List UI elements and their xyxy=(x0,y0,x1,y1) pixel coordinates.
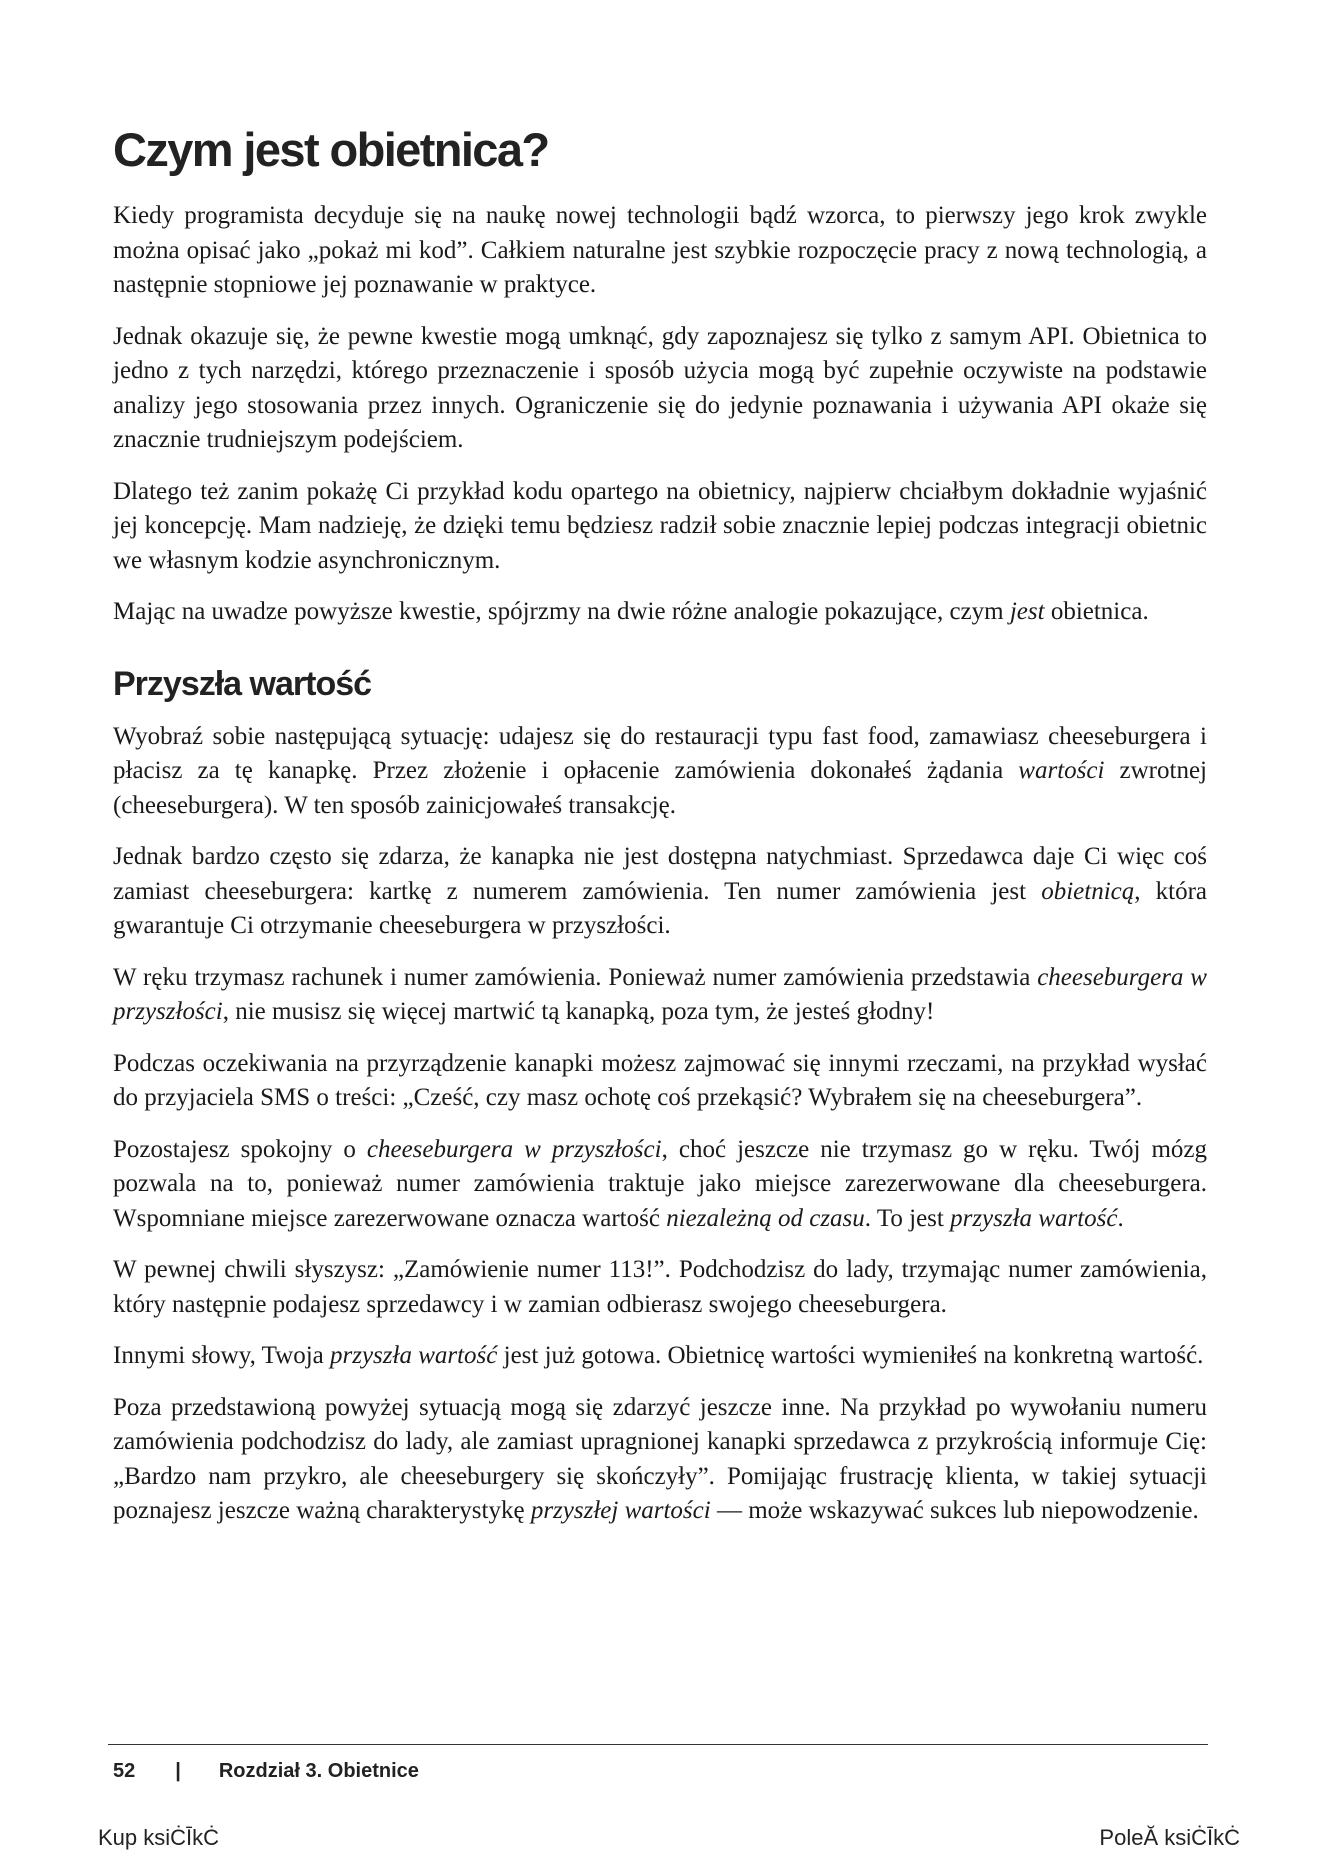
section-paragraph-5: Pozostajesz spokojny o cheeseburgera w przyszłości, choć jeszcze nie trzymasz go w ręku. Twój mózg pozwala na to, ponieważ numer zamówienia traktuje jako miejsce zarezerwowane dla cheeseburgera. Wspomniane miejsce zarezerwowane oznacza wartość niezależną od czasu. To jest przyszła wartość. xyxy=(113,1135,1207,1232)
section-paragraph-3: W ręku trzymasz rachunek i numer zamówienia. Ponieważ numer zamówienia przedstawia cheeseburgera w przyszłości, nie musisz się więcej martwić tą kanapką, poza tym, że jesteś głodny! xyxy=(113,963,1207,1025)
chapter-section-heading: Czym jest obietnica? xyxy=(113,123,549,176)
emphasis: cheeseburgera w przyszłości xyxy=(113,963,1207,1025)
chapter-title: Rozdział 3. Obietnice xyxy=(218,1759,419,1782)
section-paragraph-6: W pewnej chwili słyszysz: „Zamówienie numer 113!”. Podchodzisz do lady, trzymając numer zamówienia, który następnie podajesz sprzedawcy i w zamian odbierasz swojego cheeseburgera. xyxy=(113,1256,1207,1318)
section-paragraph-2: Jednak bardzo często się zdarza, że kanapka nie jest dostępna natychmiast. Sprzedawca daje Ci więc coś zamiast cheeseburgera: kartkę z numerem zamówienia. Ten numer zamówienia jest obietnicą, która gwarantuje Ci otrzymanie cheeseburgera w przyszłości. xyxy=(113,843,1207,939)
footer-separator: | xyxy=(175,1759,181,1782)
page-number: 52 xyxy=(113,1759,136,1782)
intro-paragraph-2: Jednak okazuje się, że pewne kwestie mogą umknąć, gdy zapoznajesz się tylko z samym API. Obietnica to jedno z tych narzędzi, którego przeznaczenie i sposób użycia mogą być zupełnie oczywiste na podstawie analizy jego stosowania przez innych. Ograniczenie się do jedynie poznawania i używania API okaże się znacznie trudniejszym podejściem. xyxy=(113,322,1207,453)
intro-paragraph-3: Dlatego też zanim pokażę Ci przykład kodu opartego na obietnicy, najpierw chciałbym dokładnie wyjaśnić jej koncepcję. Mam nadzieję, że dzięki temu będziesz radził sobie znacznie lepiej podczas integracji obietnic we własnym kodzie asynchronicznym. xyxy=(113,477,1207,574)
buy-book-link[interactable]: Kup ksiĊĪkĊ xyxy=(98,1825,220,1850)
emphasis: przyszła wartość xyxy=(950,1204,1118,1232)
intro-paragraph-4: Mając na uwadze powyższe kwestie, spójrzmy na dwie różne analogie pokazujące, czym jest obietnica. xyxy=(113,598,1149,625)
emphasis: wartości xyxy=(1018,757,1105,784)
emphasis: cheeseburgera w przyszłości xyxy=(366,1135,662,1163)
emphasis: obietnicą xyxy=(1041,877,1135,905)
section-paragraph-8: Poza przedstawioną powyżej sytuacją mogą się zdarzyć jeszcze inne. Na przykład po wywołaniu numeru zamówienia podchodzisz do lady, ale zamiast upragnionej kanapki sprzedawca z przykrością informuje Cię: „Bardzo nam przykro, ale cheeseburgery się skończyły”. Pomijając frustrację klienta, w takiej sytuacji poznajesz jeszcze ważną charakterystykę przyszłej wartości — może wskazywać sukces lub niepowodzenie. xyxy=(113,1393,1207,1524)
recommend-book-link[interactable]: PoleĂ ksiĊĪkĊ xyxy=(1099,1825,1240,1850)
footer-divider xyxy=(108,1744,1208,1745)
emphasis: niezależną od czasu xyxy=(666,1204,865,1232)
section-paragraph-4: Podczas oczekiwania na przyrządzenie kanapki możesz zajmować się innymi rzeczami, na przykład wysłać do przyjaciela SMS o treści: „Cześć, czy masz ochotę coś przekąsić? Wybrałem się na cheeseburgera”. xyxy=(113,1049,1207,1111)
intro-paragraph-1: Kiedy programista decyduje się na naukę nowej technologii bądź wzorca, to pierwszy jego krok zwykle można opisać jako „pokaż mi kod”. Całkiem naturalne jest szybkie rozpoczęcie pracy z nową technologią, a następnie stopniowe jej poznawanie w praktyce. xyxy=(113,202,1207,298)
page-content xyxy=(113,117,1207,1529)
emphasis: przyszłej wartości xyxy=(530,1497,711,1524)
page-footer xyxy=(113,1756,419,1786)
emphasis: przyszła wartość xyxy=(330,1342,498,1369)
subsection-heading: Przyszła wartość xyxy=(113,664,372,703)
emphasis: jest xyxy=(1009,598,1045,625)
section-paragraph-7: Innymi słowy, Twoja przyszła wartość jest już gotowa. Obietnicę wartości wymieniłeś na konkretną wartość. xyxy=(113,1342,1204,1369)
section-paragraph-1: Wyobraź sobie następującą sytuację: udajesz się do restauracji typu fast food, zamawiasz cheeseburgera i płacisz za tę kanapkę. Przez złożenie i opłacenie zamówienia dokonałeś żądania wartości zwrotnej (cheeseburgera). W ten sposób zainicjowałeś transakcję. xyxy=(113,722,1207,819)
